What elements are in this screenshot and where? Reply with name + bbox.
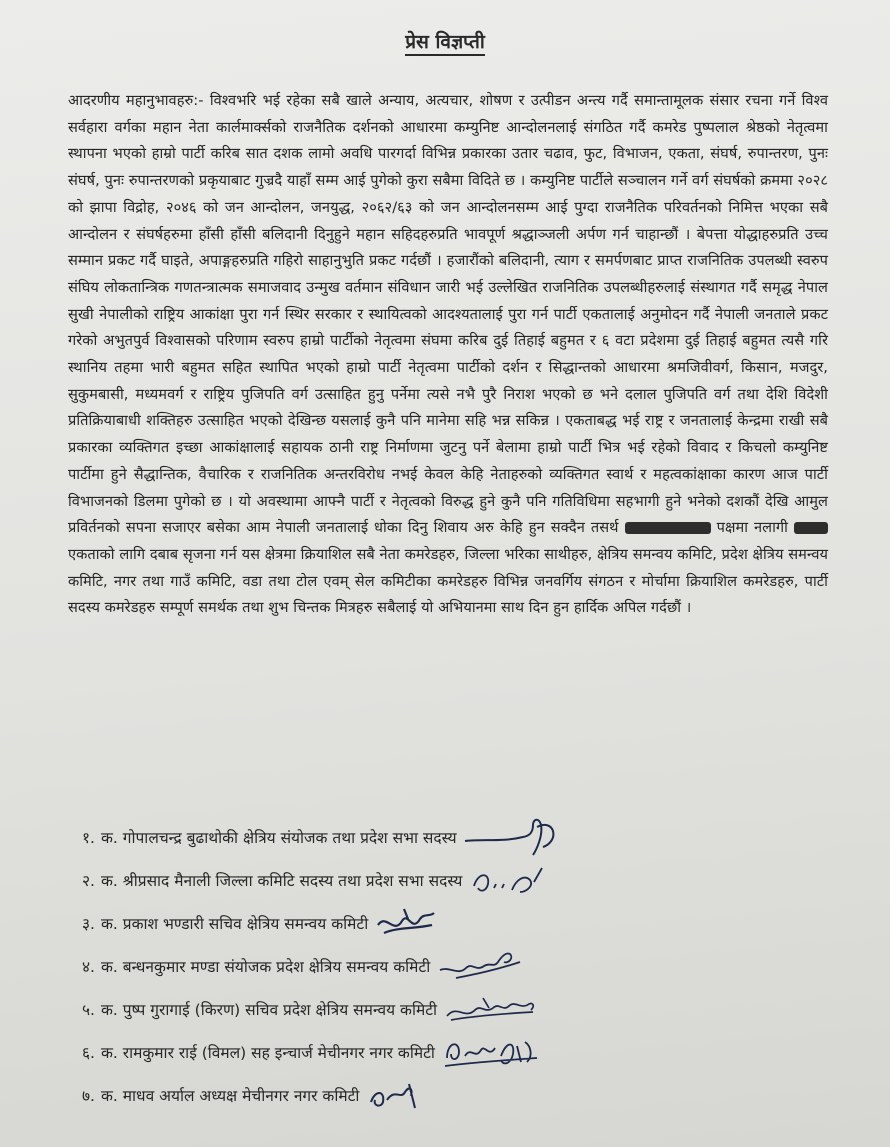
signatory-row [82,901,842,944]
body-text-part-3: एकताको लागि दबाब सृजना गर्न यस क्षेत्रमा क्रियाशिल सबै नेता कमरेडहरु, जिल्ला भरिका साथीहरु, क्षेत्रिय समन्वय कमिटि, प्रदेश क्षेत्रिय समन्वय कमिटि, नगर तथा गाउँ कमिटि, वडा तथा टोल एवम् सेल कमिटीका कमरेडहरु विभिन्न जनवर्गिय संगठन र मोर्चामा क्रियाशिल कमरेडहरु, पार्टी सदस्य कमरेडहरु सम्पूर्ण समर्थक तथा शुभ चिन्तक मित्रहरु सबैलाई यो अभियानमा साथ दिन हुन हार्दिक अपिल गर्दछौं । [68,545,828,617]
signature-1 [463,815,563,859]
signatory-row [82,815,842,858]
signature-6 [441,1032,541,1072]
signatory-text: क. श्रीप्रसाद मैनाली जिल्ला कमिटि सदस्य तथा प्रदेश सभा सदस्य [101,871,463,890]
signature-5 [443,992,539,1026]
document-title: प्रेस विज्ञप्ती [0,28,890,54]
signatory-number: ७. [82,1086,95,1105]
redaction-mark [625,522,711,534]
signatory-list [82,815,842,1116]
signatory-row [82,858,842,901]
signatory-number: १. [82,828,95,847]
signatory-number: ५. [82,1000,95,1019]
signatory-text: क. प्रकाश भण्डारी सचिव क्षेत्रिय समन्वय कमिटी [101,914,369,933]
signatory-row [82,987,842,1030]
signatory-row [82,1030,842,1073]
signatory-text: क. पुष्प गुरागाई (किरण) सचिव प्रदेश क्षेत्रिय समन्वय कमिटी [101,1000,438,1019]
signatory-number: ४. [82,957,95,976]
signature-3 [374,905,444,941]
signatory-number: २. [82,871,95,890]
redaction-mark [794,522,828,534]
signature-7 [365,1078,425,1112]
body-text-part-1: आदरणीय महानुभावहरु:- विश्वभरि भई रहेका सबै खाले अन्याय, अत्यचार, शोषण र उत्पीडन अन्त्य गर्दै समान्तामूलक संसार रचना गर्ने विश्व सर्वहारा वर्गका महान नेता कार्लमार्क्सको राजनैतिक दर्शनको आधारमा कम्युनिष्ट आन्दोलनलाई संगठित गर्दै कमरेड पुष्पलाल श्रेष्ठको नेतृत्वमा स्थापना भएको हाम्रो पार्टी करिब सात दशक लामो अवधि पारगर्दा विभिन्न प्रकारका उतार चढाव, फुट, विभाजन, एकता, संघर्ष, रुपान्तरण, पुनः संघर्ष, पुनः रुपान्तरणको प्रकृयाबाट गुज्रदै याहाँ सम्म आई पुगेको कुरा सबैमा विदिते छ । कम्युनिष्ट पार्टीले सञ्चालन गर्ने वर्ग संघर्षको क्रममा २०२८ को झापा विद्रोह, २०४६ को जन आन्दोलन, जनयुद्ध, २०६२/६३ को जन आन्दोलनसम्म आई पुग्दा राजनैतिक परिवर्तनको निमित्त भएका सबै आन्दोलन र संघर्षहरुमा हाँसी हाँसी बलिदानी दिनुहुने महान सहिदहरुप्रति भावपूर्ण श्रद्धाञ्जली अर्पण गर्न चाहान्छौं । बेपत्ता योद्धाहरुप्रति उच्च सम्मान प्रकट गर्दै घाइते, अपाङ्गहरुप्रति गहिरो साहानुभुति प्रकट गर्दछौं । हजारौंको बलिदानी, त्याग र समर्पणबाट प्राप्त राजनितिक उपलब्धी स्वरुप संघिय लोकतान्त्रिक गणतन्त्रात्मक समाजवाद उन्मुख वर्तमान संविधान जारी भई उल्लेखित राजनितिक उपलब्धीहरुलाई संस्थागत गर्दै समृद्ध नेपाल सुखी नेपालीको राष्ट्रिय आकांक्षा पुरा गर्न स्थिर सरकार र स्थायित्वको आदश्यतालाई पुरा गर्न पार्टी एकतालाई अनुमोदन गर्दै नेपाली जनताले प्रकट गरेको अभुतपुर्व विश्वासको परिणाम स्वरुप हाम्रो पार्टीको नेतृत्वमा संघमा करिब दुई तिहाई बहुमत र ६ वटा प्रदेशमा दुई तिहाई बहुमत त्यसै गरि स्थानिय तहमा भारी बहुमत सहित स्थापित भएको हाम्रो पार्टी नेतृत्वमा पार्टीको दर्शन र सिद्धान्तको आधारमा श्रमजिवीवर्ग, किसान, मजदुर, सुकुमबासी, मध्यमवर्ग र राष्ट्रिय पुजिपति वर्ग उत्साहित हुनु पर्नेमा त्यसे नभै पुरै निराश भएको छ भने दलाल पुजिपति वर्ग तथा देशि विदेशी प्रतिक्रियाबाधी शक्तिहरु उत्साहित भएको देखिन्छ यसलाई कुनै पनि मानेमा सहि भन्न सकिन्न । एकताबद्ध भई राष्ट्र र जनतालाई केन्द्रमा राखी सबै प्रकारका व्यक्तिगत इच्छा आकांक्षालाई सहायक ठानी राष्ट्र निर्माणमा जुटनु पर्ने बेलामा हाम्रो पार्टी भित्र भई रहेको विवाद र किचलो कम्युनिष्ट पार्टीमा हुने सैद्धान्तिक, वैचारिक र राजनितिक अन्तरविरोध नभई केवल केहि नेताहरुको व्यक्तिगत स्वार्थ र महत्वकांक्षाका कारण आज पार्टी विभाजनको डिलमा पुगेको छ । यो अवस्थामा आफ्नै पार्टी र नेतृत्वको विरुद्ध हुने कुनै पनि गतिविधिमा सहभागी हुने भनेको दशकौं देखि आमुल प्रविर्तनको सपना सजाएर बसेका आम नेपाली जनतालाई धोका दिनु शिवाय अरु केहि हुन सक्दैन तसर्थ [68,92,828,537]
signatory-text: क. माधव अर्याल अध्यक्ष मेचीनगर नगर कमिटी [101,1086,360,1105]
body-text-part-2: पक्षमा नलागी [716,519,788,537]
signatory-text: क. बन्धनकुमार मण्डा संयोजक प्रदेश क्षेत्रिय समन्वय कमिटी [101,957,431,976]
signatory-row [82,1073,842,1116]
signatory-number: ६. [82,1043,95,1062]
signatory-row [82,944,842,987]
signature-2 [468,862,558,898]
signatory-text: क. गोपालचन्द्र बुढाथोकी क्षेत्रिय संयोजक तथा प्रदेश सभा सदस्य [101,828,457,847]
body-paragraph [68,88,828,622]
signature-4 [436,948,526,984]
signatory-number: ३. [82,914,95,933]
signatory-text: क. रामकुमार राई (विमल) सह इन्चार्ज मेचीनगर नगर कमिटी [101,1043,435,1062]
